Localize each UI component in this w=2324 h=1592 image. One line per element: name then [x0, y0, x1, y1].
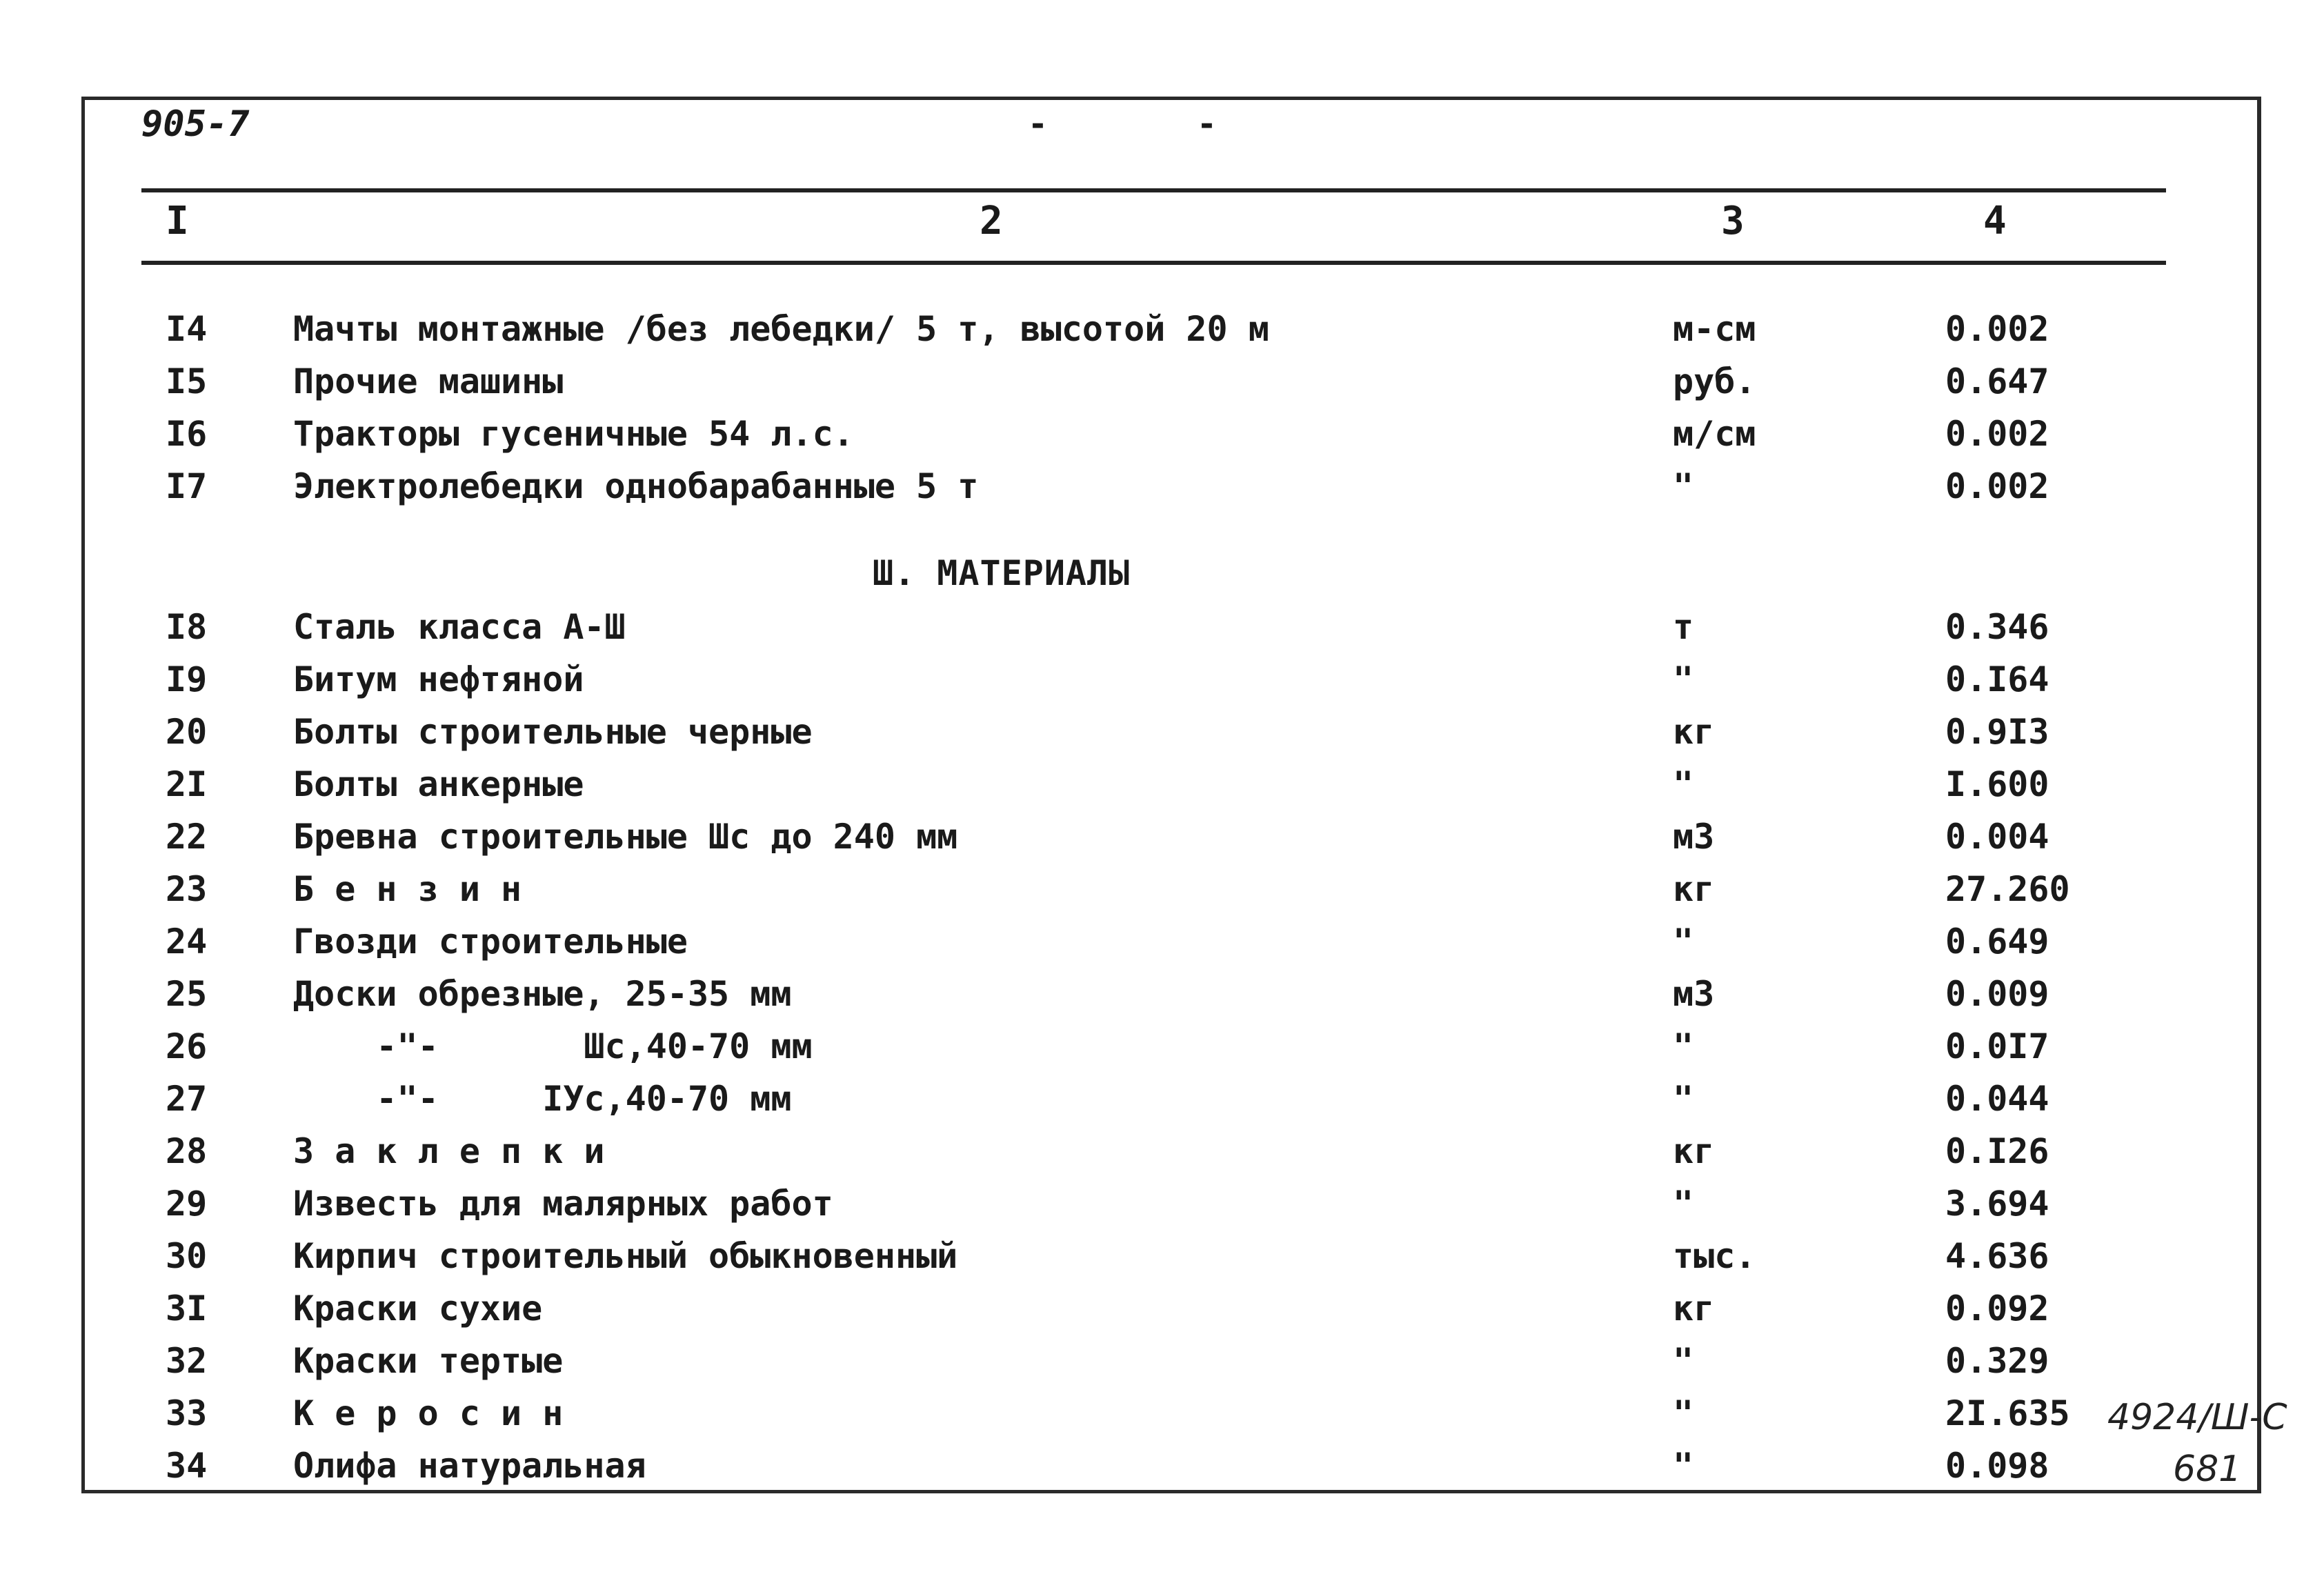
table-row: [0, 1393, 2324, 1442]
page-mark-left: -: [1028, 105, 1048, 143]
row-quantity: 0.009: [1945, 974, 2049, 1014]
table-row: [0, 1446, 2324, 1494]
row-name: Краски тертые: [293, 1341, 564, 1381]
row-quantity: 0.I26: [1945, 1131, 2049, 1171]
row-name: -"- Шс,40-70 мм: [293, 1026, 813, 1066]
document-code: 905-7: [141, 103, 250, 145]
table-row: [0, 1079, 2324, 1127]
table-row: [0, 1184, 2324, 1232]
row-quantity: 2I.635: [1945, 1393, 2070, 1433]
row-number: 34: [166, 1446, 208, 1486]
col-header-1: I: [166, 199, 189, 243]
row-quantity: 0.346: [1945, 607, 2049, 647]
row-name: Доски обрезные, 25-35 мм: [293, 974, 792, 1014]
col-header-3: 3: [1721, 199, 1745, 243]
page-mark-right: -: [1197, 105, 1217, 143]
row-name: Тракторы гусеничные 54 л.с.: [293, 414, 854, 454]
row-unit: кг: [1673, 869, 1715, 909]
row-unit: кг: [1673, 1131, 1715, 1171]
row-quantity: 0.329: [1945, 1341, 2049, 1381]
col-header-2: 2: [980, 199, 1003, 243]
table-row: [0, 712, 2324, 760]
section-title: Ш. МАТЕРИАЛЫ: [873, 553, 1131, 593]
row-name: Краски сухие: [293, 1288, 543, 1329]
row-name: Кирпич строительный обыкновенный: [293, 1236, 958, 1276]
row-number: 26: [166, 1026, 208, 1066]
row-name: Прочие машины: [293, 361, 564, 401]
table-row: [0, 309, 2324, 357]
row-quantity: 0.044: [1945, 1079, 2049, 1119]
row-name: Известь для малярных работ: [293, 1184, 833, 1224]
table-row: [0, 1131, 2324, 1180]
table-row: [0, 869, 2324, 917]
table-row: [0, 1288, 2324, 1337]
row-number: 22: [166, 817, 208, 857]
row-name: К е р о с и н: [293, 1393, 564, 1433]
row-unit: ": [1673, 764, 1694, 804]
row-unit: руб.: [1673, 361, 1756, 401]
row-unit: кг: [1673, 712, 1715, 752]
row-quantity: 4.636: [1945, 1236, 2049, 1276]
row-number: I5: [166, 361, 208, 401]
row-quantity: 0.I64: [1945, 659, 2049, 699]
row-number: 20: [166, 712, 208, 752]
row-quantity: I.600: [1945, 764, 2049, 804]
row-unit: ": [1673, 466, 1694, 506]
row-unit: т: [1673, 607, 1694, 647]
row-quantity: 0.002: [1945, 414, 2049, 454]
table-row: [0, 607, 2324, 655]
row-unit: ": [1673, 659, 1694, 699]
row-quantity: 0.002: [1945, 309, 2049, 349]
row-name: Б е н з и н: [293, 869, 522, 909]
table-row: [0, 659, 2324, 708]
archive-stamp-line2: 681: [2173, 1449, 2242, 1490]
row-name: Битум нефтяной: [293, 659, 584, 699]
row-number: 2I: [166, 764, 208, 804]
row-number: 32: [166, 1341, 208, 1381]
row-quantity: 0.092: [1945, 1288, 2049, 1329]
row-name: Электролебедки однобарабанные 5 т: [293, 466, 979, 506]
table-row: [0, 361, 2324, 410]
row-number: I6: [166, 414, 208, 454]
row-unit: ": [1673, 1393, 1694, 1433]
row-quantity: 3.694: [1945, 1184, 2049, 1224]
row-name: Бревна строительные Шс до 240 мм: [293, 817, 958, 857]
row-name: Сталь класса А-Ш: [293, 607, 626, 647]
table-row: [0, 1236, 2324, 1284]
row-unit: м3: [1673, 974, 1715, 1014]
row-quantity: 0.0I7: [1945, 1026, 2049, 1066]
row-number: I7: [166, 466, 208, 506]
row-unit: м3: [1673, 817, 1715, 857]
row-number: 27: [166, 1079, 208, 1119]
table-row: [0, 817, 2324, 865]
row-unit: ": [1673, 922, 1694, 962]
row-number: 33: [166, 1393, 208, 1433]
row-number: 23: [166, 869, 208, 909]
row-quantity: 0.649: [1945, 922, 2049, 962]
header-top-rule: [141, 188, 2166, 192]
table-row: [0, 466, 2324, 515]
header-bottom-rule: [141, 261, 2166, 265]
row-name: Болты строительные черные: [293, 712, 813, 752]
row-name: Болты анкерные: [293, 764, 584, 804]
col-header-4: 4: [1983, 199, 2007, 243]
row-name: З а к л е п к и: [293, 1131, 605, 1171]
row-unit: ": [1673, 1026, 1694, 1066]
row-number: 28: [166, 1131, 208, 1171]
row-unit: ": [1673, 1079, 1694, 1119]
row-number: 3I: [166, 1288, 208, 1329]
row-quantity: 0.9I3: [1945, 712, 2049, 752]
row-unit: ": [1673, 1446, 1694, 1486]
row-number: 29: [166, 1184, 208, 1224]
row-name: Мачты монтажные /без лебедки/ 5 т, высотой 20 м: [293, 309, 1269, 349]
row-quantity: 0.002: [1945, 466, 2049, 506]
row-quantity: 0.098: [1945, 1446, 2049, 1486]
table-row: [0, 1026, 2324, 1075]
row-unit: м/см: [1673, 414, 1756, 454]
row-quantity: 0.647: [1945, 361, 2049, 401]
table-row: [0, 1341, 2324, 1389]
table-row: [0, 922, 2324, 970]
row-name: -"- IУс,40-70 мм: [293, 1079, 792, 1119]
row-unit: тыс.: [1673, 1236, 1756, 1276]
row-unit: ": [1673, 1341, 1694, 1381]
row-name: Гвозди строительные: [293, 922, 688, 962]
table-row: [0, 414, 2324, 462]
archive-stamp-line1: 4924/Ш-С: [2107, 1397, 2287, 1438]
table-row: [0, 974, 2324, 1022]
row-name: Олифа натуральная: [293, 1446, 646, 1486]
row-number: 30: [166, 1236, 208, 1276]
table-row: [0, 764, 2324, 813]
row-quantity: 0.004: [1945, 817, 2049, 857]
row-unit: м-см: [1673, 309, 1756, 349]
row-unit: ": [1673, 1184, 1694, 1224]
row-number: I4: [166, 309, 208, 349]
row-number: I9: [166, 659, 208, 699]
row-number: 25: [166, 974, 208, 1014]
row-number: 24: [166, 922, 208, 962]
row-quantity: 27.260: [1945, 869, 2070, 909]
row-unit: кг: [1673, 1288, 1715, 1329]
row-number: I8: [166, 607, 208, 647]
